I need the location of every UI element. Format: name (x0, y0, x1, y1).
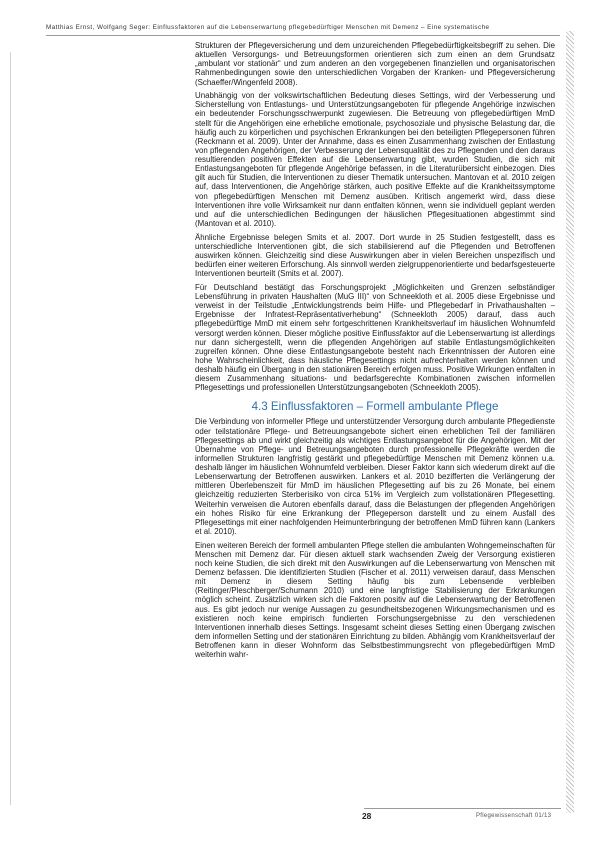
section-heading: 4.3 Einflussfaktoren – Formell ambulante Pflege (251, 400, 499, 414)
body-text (195, 41, 555, 664)
paragraph: Für Deutschland bestätigt das Forschungsprojekt „Möglichkeiten und Grenzen selbständiger Lebensführung in privaten Haushalten (MuG III)“ von Schneekloth et al. 2005 diese Ergebnisse und verweist in der Teilstudie „Entwicklungstrends beim Hilfe- und Pflegebedarf in Privathaushalten – Ergebnisse der Infratest-Repräsentativerhebung“ (Schneekloth 2005) darauf, dass auch pflegebedürftige MmD mit einem sehr fortgeschrittenen Krankheitsverlauf im häuslichen Wohnumfeld versorgt werden können. Dieser mögliche positive Einflussfaktor auf die Lebenserwartung ist allerdings nur dann sichergestellt, wenn die pflegenden Angehörigen auf stabile Entlastungsmöglichkeiten zugreifen können. Ohne diese Entlastungsangebote besteht nach Erkenntnissen der Autoren eine hohe Wahrscheinlichkeit, dass häusliche Pflegesettings nicht aufrechterhalten werden können und deshalb häufig ein Übergang in den stationären Bereich erfolgen muss. Positive Wirkungen entfalten in diesem Zusammenhang situations- und bedarfsgerechte Kombinationen zwischen informellen Pflegesettings und professionellen Unterstützungsangeboten (Schneekloth 2005). (195, 282, 555, 393)
footer-rule (364, 808, 561, 809)
paragraph: Ähnliche Ergebnisse belegen Smits et al. 2007. Dort wurde in 25 Studien festgestellt, dass es unterschiedliche Interventionen gibt, die sich stabilisierend auf die Pflegenden und Betroffenen auswirken können. Gleichzeitig sind diese Auswirkungen aber in vielen Bereichen unspezifisch und bedürfen einer weiteren Erforschung. Als sinnvoll werden zielgruppenorientierte und bedarfsgesteuerte Interventionen beurteilt (Smits et al. 2007). (195, 232, 555, 279)
running-head: Matthias Ernst, Wolfgang Seger: Einflussfaktoren auf die Lebenserwartung pflegebedürftiger Menschen mit Demenz – Eine systematische (46, 24, 560, 36)
page-number: 28 (362, 811, 372, 821)
paragraph: Einen weiteren Bereich der formell ambulanten Pflege stellen die ambulanten Wohngemeinschaften für Menschen mit Demenz dar. Für diesen aktuell stark wachsenden Zweig der Versorgung existieren noch keine Studien, die sich direkt mit den Auswirkungen auf die Lebenserwartung von Menschen mit Demenz befassen. Die identifizierten Studien (Fischer et al. 2011) verweisen darauf, dass Menschen mit Demenz in diesem Setting häufig bis zum Lebensende verbleiben (Reitinger/Pleschberger/Schumann 2010) und eine langfristige Stabilisierung der Erkrankungen möglich scheint. Zusätzlich wirken sich die Faktoren positiv auf die Lebenserwartung der Betroffenen aus. Es gibt jedoch nur wenige Aussagen zu gesundheitsbezogenen Wirkungsmechanismen und es existieren noch keine empirisch fundierten Forschungsergebnisse zu den verschiedenen Interventionen innerhalb dieses Settings. Insgesamt scheint dieses Setting einen Übergang zwischen dem informellen Setting und der stationären Einrichtung zu bilden. Abhängig vom Krankheitsverlauf der Betroffenen kann in dieser Wohnform das Selbstbestimmungsrecht von pflegebedürftigen MmD weiterhin wahr- (195, 540, 555, 660)
paragraph: Strukturen der Pflegeversicherung und dem unzureichenden Pflegebedürftigkeitsbegriff zu sehen. Die aktuellen Versorgungs- und Betreuungsformen orientieren sich zum einen an dem Grundsatz „ambulant vor stationär“ und zum anderen an den vorgegebenen finanziellen und organisatorischen Rahmenbedingungen sowie den unterschiedlichen Vorgaben der Kranken- und Pflegeversicherung (Schaeffer/Wingenfeld 2008). (195, 41, 555, 87)
right-hatched-stripe (566, 31, 574, 813)
left-margin-rule (10, 52, 11, 805)
paragraph: Die Verbindung von informeller Pflege und unterstützender Versorgung durch ambulante Pflegedienste oder teilstationäre Pflege- und Betreuungsangebote sichert einen erheblichen Teil der familiären Pflegesettings ab und wirkt gleichzeitig als wichtiges Entlastungsangebot für die Angehörigen. Mit der Übernahme von Pflege- und Betreuungsangeboten durch professionelle Pflegekräfte werden die informellen Strukturen langfristig gestärkt und pflegebedürftige Menschen mit Demenz können u.a. deshalb länger im häuslichen Wohnumfeld verbleiben. Dieser Faktor kann sich wiederum direkt auf die Lebenserwartung der Betroffenen auswirken. Lankers et al. 2010 bezifferten die Verlängerung der mittleren Überlebenszeit für MmD im häuslichen Pflegesetting auf bis zu 26 Monate, bei einem gleichzeitig reduzierten Sterberisiko von circa 51% im Vergleich zum vollstationären Pflegesetting. Weiterhin verweisen die Autoren ebenfalls darauf, dass die Belastungen der pflegenden Angehörigen ein hohes Risiko für eine Erkrankung der Pflegeperson darstellt und zu einem Ausfall des Pflegesettings mit einer nachfolgenden Heimunterbringung der betroffenen MmD führen kann (Lankers et al. 2010). (195, 417, 555, 536)
paragraph: Unabhängig von der volkswirtschaftlichen Bedeutung dieses Settings, wird der Verbesserung und Sicherstellung von Entlastungs- und Unterstützungsangeboten für pflegende Angehörige inzwischen ein bedeutender Forschungsschwerpunkt zugewiesen. Die Betreuung von pflegebedürftigen MmD stellt für die Angehörigen eine erhebliche emotionale, psychosoziale und physische Belastung dar, die häufig auch zu körperlichen und psychischen Erkrankungen bei den beteiligten Pflegepersonen führen (Reckmann et al. 2009). Unter der Annahme, dass es einen Zusammenhang zwischen der Entlastung von pflegenden Angehörigen, der Verbesserung der Lebensqualität des zu Pflegenden und den daraus resultierenden positiven Effekten auf die Lebenserwartung gibt, wurden Studien, die sich mit Entlastungsangeboten für pflegende Angehörige befassen, in die Literaturübersicht einbezogen. Dies gilt auch für Studien, die Interventionen zu dieser Thematik untersuchen. Mantovan et al. 2010 zeigen auf, dass Interventionen, die Angehörige stärken, auch positive Effekte auf die Krankheitssymptome von pflegebedürftigen Menschen mit Demenz ausüben. Kritisch angemerkt wird, dass diese Interventionen ihre volle Wirksamkeit nur dann entfalten können, wenn sie individuell geplant werden und auf die unterschiedlichen Bedingungen der häuslichen Pflegesituationen abgestimmt sind (Mantovan et al. 2010). (195, 91, 555, 228)
journal-issue: Pflegewissenschaft 01/13 (476, 813, 552, 819)
